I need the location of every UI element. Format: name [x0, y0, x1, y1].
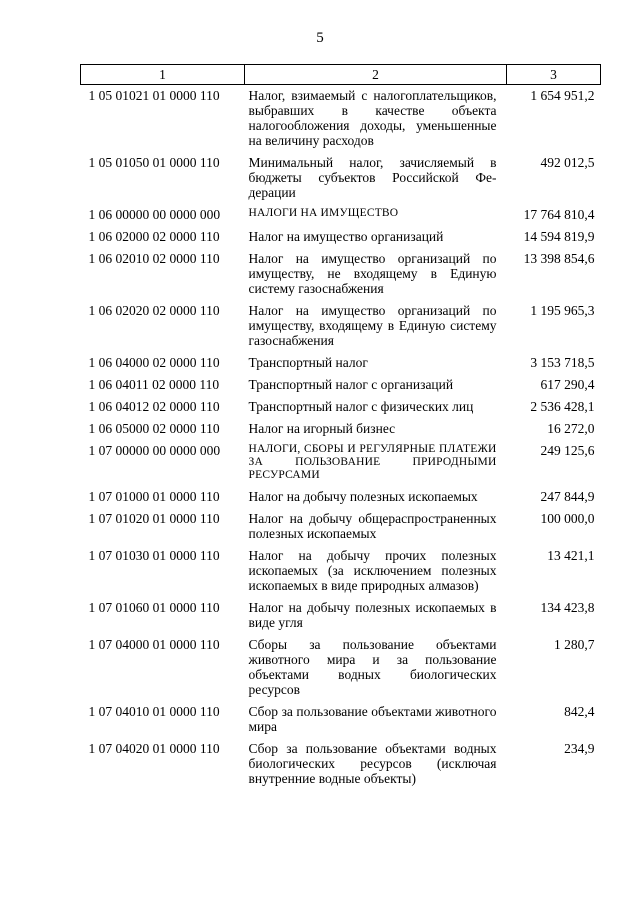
table-row: [81, 421, 601, 443]
row-code: 1 06 02020 02 0000 110: [88, 303, 220, 318]
row-code: 1 05 01050 01 0000 110: [88, 155, 220, 170]
row-name: Налог на имущество организаций по имуществу, не входящему в Единую систему газоснабжения: [248, 251, 497, 296]
row-name: Налог на игорный бизнес: [248, 421, 396, 436]
page-number: 5: [316, 30, 324, 46]
table-row: [81, 85, 601, 156]
row-amount: 1 654 951,2: [530, 88, 595, 103]
row-amount: 617 290,4: [540, 377, 595, 392]
row-code: 1 07 01060 01 0000 110: [88, 600, 220, 615]
table-row: [81, 377, 601, 399]
table-row: [81, 511, 601, 548]
row-code: 1 06 04000 02 0000 110: [88, 355, 220, 370]
row-amount: 1 195 965,3: [530, 303, 595, 318]
table-row: [81, 251, 601, 303]
row-code: 1 07 04010 01 0000 110: [88, 704, 220, 719]
row-amount: 13 421,1: [547, 548, 595, 563]
row-code: 1 06 04012 02 0000 110: [88, 399, 220, 414]
row-code: 1 06 05000 02 0000 110: [88, 421, 220, 436]
row-amount: 134 423,8: [540, 600, 595, 615]
row-amount: 1 280,7: [554, 637, 595, 652]
table-row: [81, 741, 601, 793]
table-row: [81, 443, 601, 489]
row-code: 1 06 04011 02 0000 110: [88, 377, 220, 392]
row-name: Налог на добычу общераспространенных полезных ископаемых: [248, 511, 497, 541]
row-code: 1 05 01021 01 0000 110: [88, 88, 220, 103]
table-row: [81, 355, 601, 377]
row-code: 1 06 00000 00 0000 000: [88, 207, 221, 222]
table-row: [81, 303, 601, 355]
row-amount: 16 272,0: [547, 421, 595, 436]
row-amount: 492 012,5: [540, 155, 595, 170]
row-amount: 247 844,9: [540, 489, 595, 504]
row-name: Минимальный налог, зачисляемый в бюджеты субъектов Российской Федерации: [248, 155, 497, 200]
row-code: 1 07 00000 00 0000 000: [88, 443, 221, 458]
row-code: 1 07 01020 01 0000 110: [88, 511, 220, 526]
table-header: [81, 65, 601, 85]
row-name: Сборы за пользование объектами животного мира и за пользование объектами водных биологических ресурсов: [248, 637, 497, 697]
row-name: Сбор за пользование объектами животного мира: [248, 704, 497, 734]
row-name: Налог на имущество организаций: [248, 229, 444, 244]
row-name: Налог, взимаемый с налогоплательщиков, выбравших в качестве объекта налогообложения доходы, уменьшенные на величину расходов: [248, 88, 497, 148]
row-name: НАЛОГИ НА ИМУЩЕСТВО: [248, 207, 399, 219]
row-code: 1 07 04020 01 0000 110: [88, 741, 220, 756]
table-row: [81, 229, 601, 251]
table-row: [81, 637, 601, 704]
row-amount: 2 536 428,1: [530, 399, 595, 414]
table-row: [81, 155, 601, 207]
row-name: Транспортный налог с физических лиц: [248, 399, 474, 414]
row-amount: 100 000,0: [540, 511, 595, 526]
header-row: [81, 65, 601, 85]
row-amount: 234,9: [564, 741, 595, 756]
revenue-table: [80, 64, 601, 793]
table-row: [81, 207, 601, 229]
table-row: [81, 548, 601, 600]
header-col-3: 3: [507, 65, 601, 85]
row-name: Транспортный налог: [248, 355, 368, 370]
row-name: НАЛОГИ, СБОРЫ И РЕГУЛЯРНЫЕ ПЛАТЕЖИ ЗА ПОЛЬЗОВАНИЕ ПРИРОДНЫМИ РЕСУРСАМИ: [248, 443, 497, 481]
row-name: Налог на добычу полезных ископаемых в виде угля: [248, 600, 497, 630]
row-code: 1 07 01030 01 0000 110: [88, 548, 220, 563]
row-name: Сбор за пользование объектами водных биологических ресурсов (исключая внутренние водные объекты): [248, 741, 497, 786]
row-code: 1 06 02000 02 0000 110: [88, 229, 220, 244]
row-name: Транспортный налог с организаций: [248, 377, 454, 392]
table-row: [81, 704, 601, 741]
table-body: [81, 85, 601, 794]
table-row: [81, 489, 601, 511]
row-amount: 17 764 810,4: [523, 207, 595, 222]
row-name: Налог на добычу полезных ископаемых: [248, 489, 478, 504]
row-name: Налог на имущество организаций по имуществу, входящему в Единую систему газоснабжения: [248, 303, 497, 348]
row-code: 1 07 01000 01 0000 110: [88, 489, 220, 504]
header-col-2: 2: [245, 65, 507, 85]
row-amount: 13 398 854,6: [523, 251, 595, 266]
row-amount: 14 594 819,9: [523, 229, 595, 244]
row-amount: 842,4: [564, 704, 595, 719]
row-amount: 249 125,6: [540, 443, 595, 458]
row-code: 1 07 04000 01 0000 110: [88, 637, 220, 652]
header-col-1: 1: [81, 65, 245, 85]
table-row: [81, 399, 601, 421]
row-code: 1 06 02010 02 0000 110: [88, 251, 220, 266]
table-row: [81, 600, 601, 637]
row-name: Налог на добычу прочих полезных ископаемых (за исключением полезных ископаемых в виде природных алмазов): [248, 548, 497, 593]
row-amount: 3 153 718,5: [530, 355, 595, 370]
